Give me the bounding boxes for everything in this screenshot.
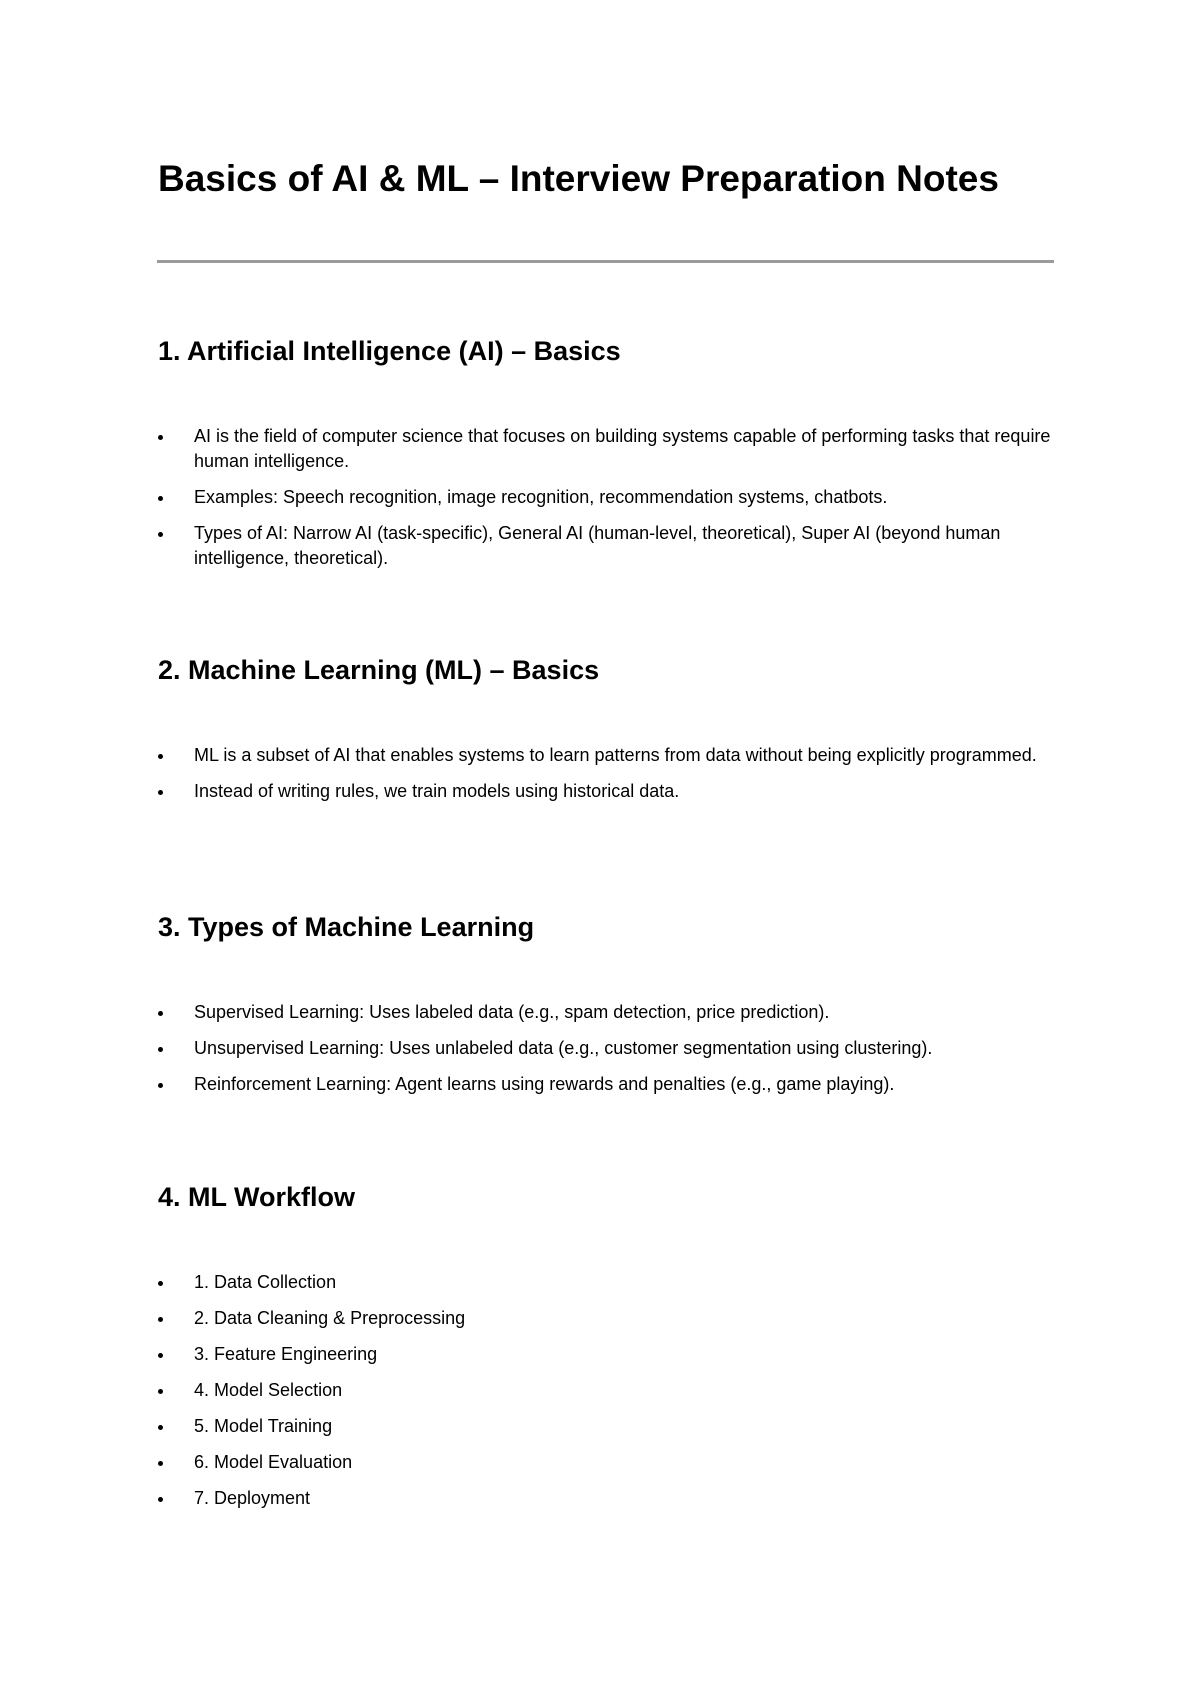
bullet-icon (158, 1353, 163, 1358)
bullet-icon (158, 1389, 163, 1394)
list-item (158, 424, 1058, 474)
list-item-text: Types of AI: Narrow AI (task-specific), General AI (human-level, theoretical), Super AI (beyond human intelligence, theoretical). (194, 523, 1001, 568)
list-item-text: 1. Data Collection (194, 1272, 337, 1292)
section-heading: 4. ML Workflow (158, 1182, 356, 1212)
bullet-icon (158, 1011, 163, 1016)
list-item-text: 6. Model Evaluation (194, 1452, 353, 1472)
list-item-text: Unsupervised Learning: Uses unlabeled data (e.g., customer segmentation using clustering). (194, 1038, 933, 1058)
section-heading: 1. Artificial Intelligence (AI) – Basics (158, 336, 621, 366)
list-item-text: 3. Feature Engineering (194, 1344, 378, 1364)
list-item-text: 7. Deployment (194, 1488, 311, 1508)
list-item (158, 743, 1058, 768)
section-heading: 3. Types of Machine Learning (158, 912, 535, 942)
bullet-icon (158, 496, 163, 501)
bullet-icon (158, 1083, 163, 1088)
list-item (158, 1342, 1058, 1367)
list-item-text: ML is a subset of AI that enables systems to learn patterns from data without being explicitly programmed. (194, 745, 1037, 765)
bullet-list (158, 743, 1058, 815)
list-item-text: 5. Model Training (194, 1416, 333, 1436)
bullet-icon (158, 1425, 163, 1430)
list-item-text: AI is the field of computer science that focuses on building systems capable of performing tasks that require human intelligence. (194, 426, 1051, 471)
section-heading: 2. Machine Learning (ML) – Basics (158, 655, 600, 685)
list-item (158, 1486, 1058, 1511)
bullet-icon (158, 435, 163, 440)
document-title: Basics of AI & ML – Interview Preparation Notes (158, 158, 999, 199)
list-item (158, 1270, 1058, 1295)
bullet-icon (158, 1497, 163, 1502)
list-item (158, 1000, 1058, 1025)
list-item-text: Supervised Learning: Uses labeled data (e.g., spam detection, price prediction). (194, 1002, 830, 1022)
bullet-icon (158, 754, 163, 759)
list-item (158, 1450, 1058, 1475)
list-item-text: Reinforcement Learning: Agent learns using rewards and penalties (e.g., game playing). (194, 1074, 895, 1094)
bullet-list (158, 1000, 1058, 1108)
list-item (158, 1378, 1058, 1403)
list-item (158, 1036, 1058, 1061)
list-item (158, 779, 1058, 804)
bullet-icon (158, 532, 163, 537)
section-types-of-ml (158, 910, 1058, 1094)
section-ml-workflow (158, 1180, 1058, 1508)
section-ml-basics (158, 653, 1058, 801)
list-item-text: Instead of writing rules, we train models using historical data. (194, 781, 680, 801)
list-item-text: 4. Model Selection (194, 1380, 343, 1400)
list-item (158, 1306, 1058, 1331)
bullet-icon (158, 790, 163, 795)
list-item (158, 1072, 1058, 1097)
bullet-list (158, 424, 1058, 582)
list-item (158, 485, 1058, 510)
section-ai-basics (158, 334, 1058, 568)
list-item (158, 521, 1058, 571)
list-item-text: 2. Data Cleaning & Preprocessing (194, 1308, 466, 1328)
bullet-icon (158, 1461, 163, 1466)
bullet-icon (158, 1317, 163, 1322)
title-divider (157, 260, 1054, 263)
bullet-list (158, 1270, 1058, 1522)
list-item (158, 1414, 1058, 1439)
bullet-icon (158, 1281, 163, 1286)
bullet-icon (158, 1047, 163, 1052)
list-item-text: Examples: Speech recognition, image recognition, recommendation systems, chatbots. (194, 487, 888, 507)
